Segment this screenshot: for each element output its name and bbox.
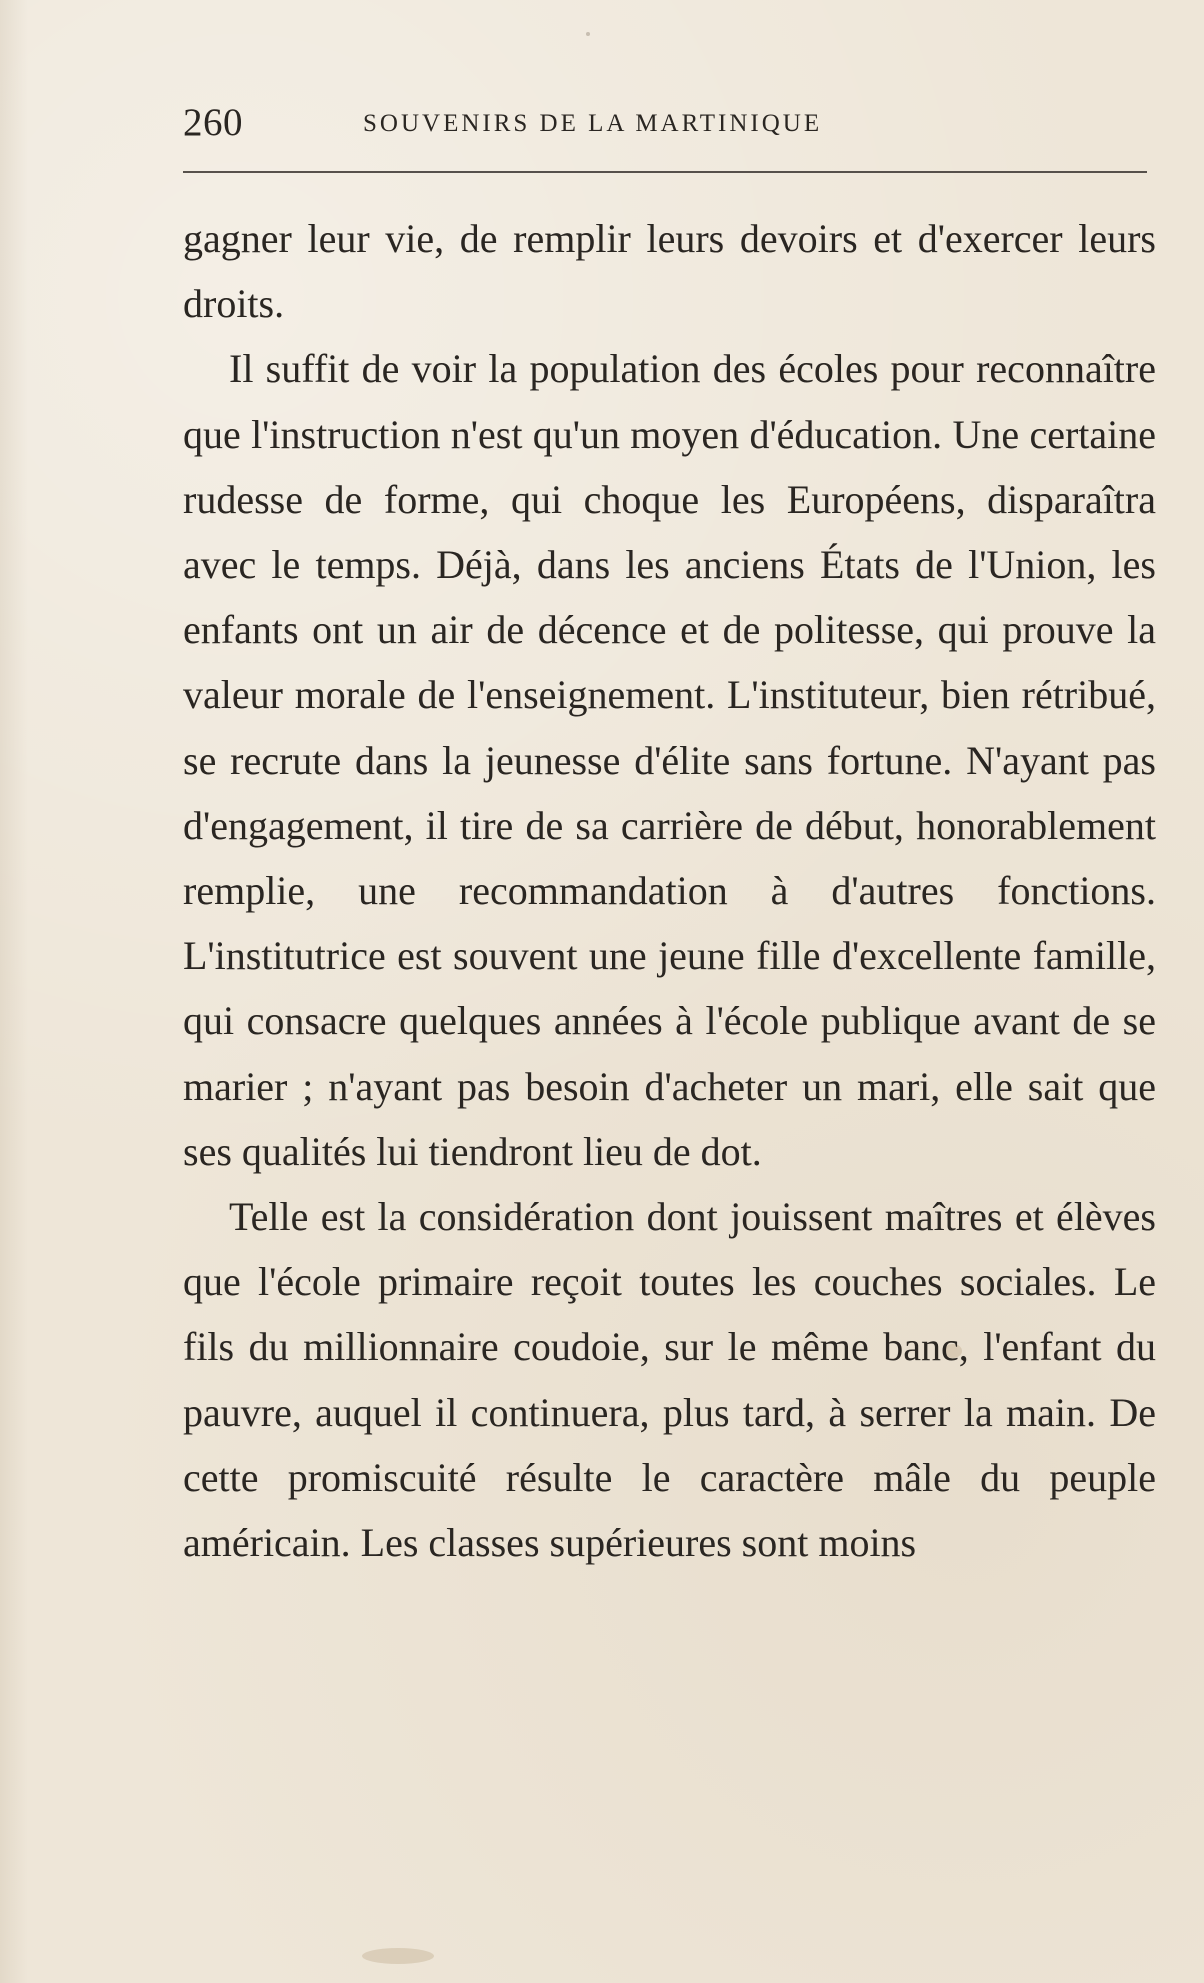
header-rule: [183, 171, 1147, 173]
running-title: SOUVENIRS DE LA MARTINIQUE: [363, 110, 823, 137]
paper-speck: [586, 32, 590, 36]
paragraph: Il suffit de voir la population des écoles pour reconnaître que l'instruction n'est qu'un moyen d'éducation. Une certaine rudesse de forme, qui choque les Européens, disparaîtra avec le temps. Déjà, dans les anciens États de l'Union, les enfants ont un air de décence et de politesse, qui prouve la valeur morale de l'enseignement. L'instituteur, bien rétribué, se recrute dans la jeunesse d'élite sans fortune. N'ayant pas d'engagement, il tire de sa carrière de début, honorablement remplie, une recommandation à d'autres fonctions. L'institutrice est souvent une jeune fille d'excellente famille, qui consacre quelques années à l'école publique avant de se marier ; n'ayant pas besoin d'acheter un mari, elle sait que ses qualités lui tiendront lieu de dot.: [183, 346, 1156, 1174]
paragraph: Telle est la considération dont jouissent maîtres et élèves que l'école primaire reçoit toutes les couches sociales. Le fils du millionnaire coudoie, sur le même banc, l'enfant du pauvre, auquel il continuera, plus tard, à serrer la main. De cette promiscuité résulte le caractère mâle du peuple américain. Les classes supérieures sont moins: [183, 1194, 1156, 1566]
page-header: [183, 102, 1156, 144]
page-edge-shadow: [0, 0, 28, 1983]
paper-stain: [362, 1948, 434, 1964]
paragraph-continued: gagner leur vie, de remplir leurs devoirs et d'exercer leurs droits.: [183, 216, 1156, 327]
page-body: [183, 206, 1156, 1575]
page-number: 260: [183, 101, 243, 144]
